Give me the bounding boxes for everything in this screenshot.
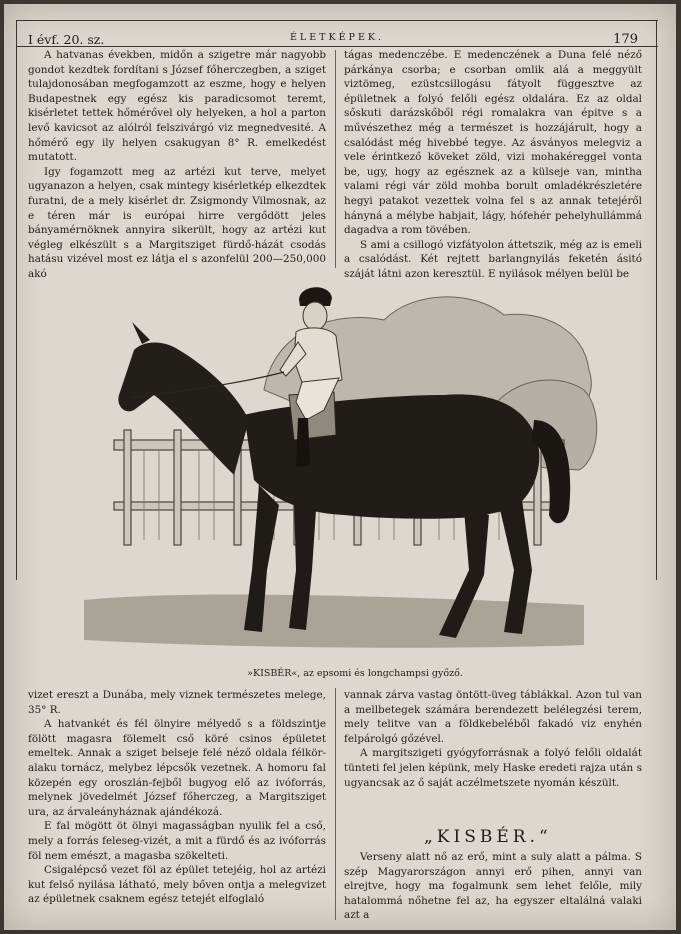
top-left-column <box>28 48 326 280</box>
paragraph: E fal mögött öt ölnyi magasságban nyulik fel a cső, mely a forrás feleseg-vizét, a mit a fürdő és az ivóforrás föl nem emészt, a magasba szökelteti. <box>28 820 326 862</box>
column-divider <box>335 50 336 268</box>
header-bottom-rule <box>16 46 658 47</box>
kisber-engraving <box>84 270 604 658</box>
paragraph: S ami a csillogó vizfátyolon áttetszik, még az is emeli a csalódást. Két rejtett barlangnyilás feketén ásitó száját látni azon keresztül. E nyilások mélyen belül be <box>344 238 642 280</box>
frame-left-rule <box>16 20 17 580</box>
bottom-left-column <box>28 688 326 924</box>
header-top-rule <box>16 20 658 21</box>
frame-right-rule <box>656 20 657 580</box>
paragraph: Igy fogamzott meg az artézi kut terve, melyet ugyanazon a helyen, csak mintegy kisérletkép elkezdtek furatni, de a mely kisérlet dr. Zsigmondy Vilmosnak, az e téren már is európai hirre vergődött jeles bányamérnöknek annyira sikerült, hogy az artézi kut végleg elkészült s a Margitsziget fürdő-házát csodás hatásu vizével most ez látja el s azonfelül 200—250,000 akó <box>28 165 326 280</box>
horse-neck <box>118 343 249 476</box>
page-number: 179 <box>613 32 638 47</box>
top-right-column <box>344 48 642 280</box>
paragraph: Verseny alatt nő az erő, mint a suly alatt a pálma. S szép Magyarországon annyi erő pihen, annyi van elrejtve, hogy ma fogalmunk sem lehet felőle, mily hatalommá nőhetne fel az, ha egyszer eltalálná valaki azt a <box>344 851 642 922</box>
magazine-page <box>4 4 676 930</box>
issue-label: I évf. 20. sz. <box>28 32 105 47</box>
journal-title: ÉLETKÉPEK. <box>290 32 384 43</box>
paragraph: vizet ereszt a Dunába, mely viznek természetes melege, 35° R. <box>28 689 326 716</box>
horse-ear <box>132 322 150 344</box>
kisber-article <box>344 850 642 924</box>
horse-body <box>244 394 539 518</box>
paragraph: Csigalépcső vezet föl az épület tetejéig, hol az artézi kut felső nyilása látható, mely bőven ontja a melegvizet az épületnek csaknem egész tetejét elfoglaló <box>28 864 326 906</box>
paragraph: tágas medenczébe. E medenczének a Duna felé néző párkánya csorba; e csorban omlik alá a meggyült viztömeg, ezüstcsillogásu fátyolt függesztve az épületnek a folyó felőli egész oldalára. Ez az oldal sőskuti darázskőből régi romalakra van épitve s a művészethez még a természet is hozzájárult, hogy a csalódást még hivebbé tegye. Az ásványos melegviz a vele érintkező köveket zöld, vizi mohakéreggel vonta be, ugy, hogy az egésznek az a külseje van, mintha valami régi vár zöld mohba borult omladékrészletére hegyi patakot vezettek volna fel s az annak tetejéről hányná a mélybe habjait, lágy, hófehér pehelyhullámmá dagadva a rom tövében. <box>344 49 642 237</box>
paragraph: A hatvanas években, midőn a szigetre már nagyobb gondot kezdtek fordítani s József főherczegben, a sziget tulajdonosában megfogamzott az eszme, hogy e helyen Budapestnek egy egész kis paradicsomot teremt, kisérletet tettek hőmérővel oly helyeken, a hol a parton levő kavicsot az alólról felszivárgó viz megnedvesité. A hőmérő egy ily helyen csakugyan 8° R. emelkedést mutatott. <box>28 49 326 164</box>
article-title: „KISBÉR.“ <box>424 827 552 847</box>
paragraph: A margitszigeti gyógyforrásnak a folyó felőli oldalát tünteti fel jelen képünk, mely Haske eredeti rajza után s ugyancsak az ő saját aczélmetszete nyomán készült. <box>344 747 642 789</box>
column-divider <box>335 688 336 920</box>
paragraph: A hatvankét és fél ölnyire mélyedő s a földszintje fölött magasra fölemelt cső köré csinos épületet emeltek. Annak a sziget belseje felé néző oldala félkör-alaku tornácz, melybez lépcsők vezetnek. A homoru fal közepén egy oroszlán-fejből bugyog elő az ivóforrás, melynek jövedelmét József főherczeg, a Margitsziget ura, az árvaleányháznak ajándékozá. <box>28 718 326 818</box>
bottom-right-column <box>344 688 642 820</box>
illustration-caption: »KISBÉR«, az epsomi és longchampsi győző. <box>247 668 463 679</box>
paragraph: vannak zárva vastag öntött-üveg táblákkal. Azon tul van a mellbetegek számára berendezett belélegzési terem, mely telitve van a földkebeléből fakadó viz enyhén felpárolgó gőzével. <box>344 689 642 745</box>
